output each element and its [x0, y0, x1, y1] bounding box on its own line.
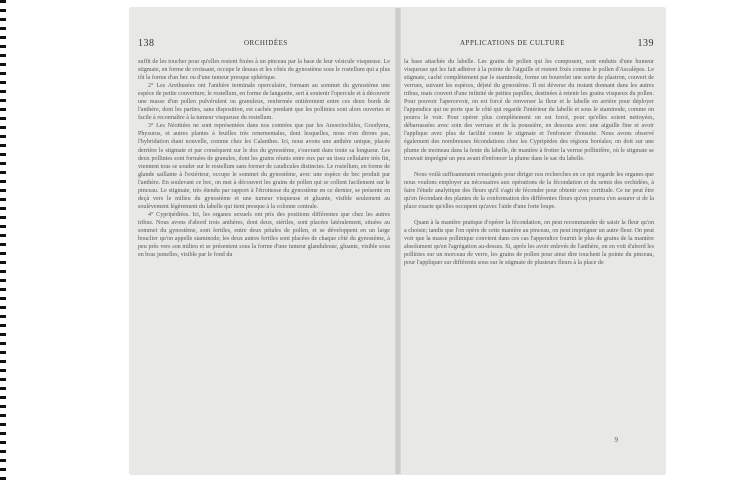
- left-paragraph-3: 3° Les Néottiées ne sont représentées dans nos contrées que par les Anoectochiles, Goodyera, Physurus, et autres plantes à feuilles très ornementales, dont lesquelles, nous n'en dirons pas, l'hybridation étant nouvelle, comme chez les Calanthes. Ici, nous avons une anthère unique, placée derrière le stigmate et par conséquent sur le dos du gynostème, s'ouvrant dans toute sa longueur. Les deux pollinies sont formées de granules, dont les grains réunis entre eux par un tissu cellulaire très fin, viennent tous se souder sur le rostellum sans former de caudicules distinctes. Le rostellum, en forme de glande saillante à l'extérieur, occupe le sommet du gynostème, avec une espèce de bec produit par l'anthère. En soulevant ce bec, on met à découvert les grains de pollen qui se collent facilement sur le pinceau. Le stigmate, très étendu par rapport à l'étroitesse du gynostème en ce dernier, se présente en deçà vers le milieu du gynostème et une tumeur visqueuse et gluante, visible seulement au soulèvement légèrement du labelle qui tient presque à la colonne centrale.: [138, 123, 390, 210]
- right-page-header: [404, 38, 658, 58]
- left-paragraph-4: 4° Cypripédiées. Ici, les organes sexuels ont pris des positions différentes que chez les autres tribus. Nous avons d'abord trois anthères, dont deux, stériles, sont placées latéralement, situées au sommet du gynostème, sont fertiles, entre deux pétales de pollen, et se développent en un large bouclier qu'on appelle staminode; les deux autres fertiles sont placées de chaque côté du gynostème, à peu près vers son milieu et se présentent sous la forme d'une tumeur glanduleuse, gluante, visible sous en bras jumelles, visible par le fond du: [138, 211, 390, 259]
- right-running-title: APPLICATIONS DE CULTURE: [460, 39, 565, 47]
- right-paragraph-1: la base attachée du labelle. Les grains de pollen qui les composent, sont enduits d'une humeur visqueuse qui les fait adhérer à la pointe de l'aiguille et restent fixés comme le pollen d'Ascalèpes. Le stigmate, caché complètement par le staminode, forme un bourrelet une sorte de plastron, couvert de verrues, suivant les espèces, déjeté du gynostème. Il est déverse du restant donnant dans les autres tribus, mais couvert d'une infinité de petites papilles, destinées à retenir les grains visqueux du pollen. Pour pouvoir l'apercevoir, on est forcé de renverser la fleur et le labelle en arrière pour déployer l'appendice qui ne porte que le côté qui regarde l'intérieur du labelle et sous le staminode, comme on pourra le voir. Pour opérer plus complètement on est forcé, pour qu'elles soient nettoyées, débarrassées avec soin des verrues et de la poussière, en dessous avec une aiguille fine et avoir l'applique avec plus de facilité contre le stigmate et l'enfoncer d'ensuite. Nous avons observé également des nombreuses fécondations chez les Cypripèdes des régions boréales; on doit sur une plume de moineau dans la fente du labelle, de manière à frotter la verrue pollinifère, où le stigmate se trouvait imprégné un peu avant d'enfoncer la plume dans le sac du labelle.: [404, 59, 654, 162]
- left-page-body: [138, 58, 394, 259]
- book-spread: [130, 8, 665, 474]
- right-page-body: [404, 58, 658, 267]
- right-page-number: 139: [637, 38, 654, 49]
- left-paragraph-1: suffit de les toucher pour qu'elles restent fixées à un pinceau par la base de leur vésicule visqueuse. Le stigmate, en forme de croissant, occupe le dessus et les côtés du gynostème sous le rostellum qui a plus tôt la forme d'un bec ou d'une tumeur presque sphérique.: [138, 59, 390, 82]
- left-running-title: ORCHIDÉES: [244, 39, 288, 47]
- book-gutter: [395, 8, 401, 474]
- left-page-number: 138: [138, 38, 155, 49]
- scanner-edge-strip: [0, 0, 6, 482]
- right-page: [404, 8, 658, 474]
- page-signature-mark: 9: [614, 436, 618, 444]
- left-page-header: [138, 38, 394, 58]
- left-paragraph-2: 2° Les Arethusées ont l'anthère terminale operculaire, formant au sommet du gynostème une espèce de petite couverture; le rostellum, en forme de languette, sert à soutenir l'opercule et à découvrir une masse d'un pollen pulvérulent ou granuleux, renfermée entièrement entre ces deux bords de l'anthère, dont les parties, sans disposition, est cachée pendant que les pollinies sont alors ouvertes et facile à reconnaître à la tumeur visqueuse du rostellum.: [138, 83, 390, 122]
- right-paragraph-3: Quant à la manière pratique d'opérer la fécondation, on peut recommander de saisir la fleur qu'on a choisie; tandis que l'on opère de cette manière au pinceau, on peut imprégner un autre fleur. On peut voir que la masse pollinique convient dans ces cas l'appendice fournit le plus de grains de la manière absolument qu'en l'agrégation au-dessus. Si, après les avoir enlevés de l'anthère, on en voit d'abord les pollinies sur un morceau de verre, les grains de pollen pour ainsi dire touchent la pointe du pinceau, pour l'appliquer sur différents sous sur le stigmate de plusieurs fleurs à la place de: [404, 219, 654, 267]
- left-page: [138, 8, 394, 474]
- right-paragraph-2: Nous voilà suffisamment renseignés pour diriger nos recherches en ce qui regarde les organes que nous voulons employer au nécessaires aux opérations de la fécondation et du semis des orchidées, à faire l'étude analytique des fleurs qu'il s'agit de féconder pour obtenir avec certitude. Ce ne peut être qu'en fécondant des plantes de la conformation des différentes fleurs qu'on pourra s'en assurer si de la place exacte qu'elles occupent qu'avec l'aide d'une forte loupe.: [404, 171, 654, 210]
